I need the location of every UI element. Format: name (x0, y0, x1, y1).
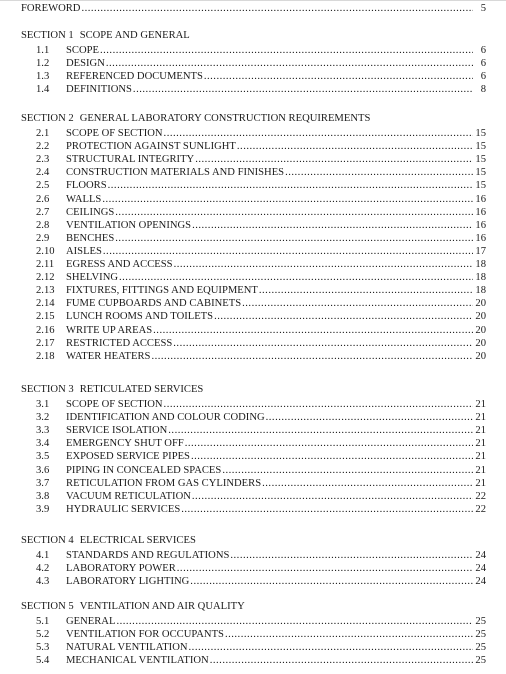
entry-number: 1.1 (36, 45, 50, 56)
toc-entry[interactable] (36, 615, 486, 628)
entry-number: 3.8 (36, 490, 50, 502)
entry-title: VENTILATION FOR OCCUPANTS (66, 629, 224, 641)
entry-title: AISLES (66, 245, 102, 257)
entry-page: 22 (475, 490, 486, 502)
entry-number: 2.3 (36, 154, 50, 166)
entry-title: VACUUM RETICULATION (66, 490, 191, 502)
entry-page: 21 (475, 477, 486, 489)
entry-page: 15 (475, 154, 486, 166)
entry-page: 25 (475, 616, 486, 627)
entry-page: 16 (475, 219, 486, 231)
toc-entry[interactable] (36, 206, 486, 219)
toc-entry[interactable] (36, 437, 486, 450)
leader-dots (177, 562, 473, 575)
leader-dots (230, 549, 473, 562)
entry-title: EGRESS AND ACCESS (66, 259, 173, 270)
entry-number: 5.4 (36, 655, 50, 667)
entry-page: 15 (475, 141, 486, 153)
entry-page: 24 (475, 563, 486, 575)
leader-dots (192, 490, 473, 503)
entry-number: 2.13 (36, 285, 55, 297)
entry-number: 1.4 (36, 84, 50, 96)
entry-page: 20 (475, 324, 486, 336)
leader-dots (103, 245, 473, 258)
section-label: SECTION 5 (21, 601, 74, 612)
entry-page: 20 (475, 350, 486, 362)
entry-page: 20 (475, 298, 486, 310)
entry-title: VENTILATION OPENINGS (66, 219, 192, 231)
entry-page: 6 (480, 58, 486, 70)
toc-entry[interactable] (36, 628, 486, 641)
leader-dots (164, 127, 473, 140)
entry-page: 21 (475, 425, 486, 437)
leader-dots (185, 437, 473, 450)
entry-number: 2.12 (36, 272, 55, 284)
entry-title: FLOORS (66, 180, 107, 192)
toc-entry[interactable] (36, 450, 486, 463)
entry-number: 3.7 (36, 477, 50, 489)
toc-entry[interactable] (36, 464, 486, 477)
leader-dots (190, 575, 473, 588)
entry-page: 20 (475, 311, 486, 323)
leader-dots (153, 324, 473, 337)
leader-dots (151, 350, 473, 363)
leader-dots (225, 628, 473, 641)
leader-dots (195, 153, 473, 166)
leader-dots (192, 219, 473, 232)
entry-title: LABORATORY POWER (66, 563, 176, 575)
entry-page: 17 (475, 245, 486, 257)
toc-entry[interactable] (36, 337, 486, 350)
entry-page: 20 (475, 337, 486, 349)
entry-number: 5.1 (36, 616, 50, 627)
toc-entry[interactable] (36, 258, 486, 271)
leader-dots (115, 232, 473, 245)
entry-page: 21 (475, 399, 486, 410)
toc-entry[interactable] (36, 562, 486, 575)
leader-dots (108, 179, 473, 192)
entry-page: 18 (475, 259, 486, 270)
entry-title: RETICULATION FROM GAS CYLINDERS (66, 477, 262, 489)
leader-dots (106, 57, 473, 70)
entry-page: 21 (475, 438, 486, 450)
entry-title: SCOPE OF SECTION (66, 399, 163, 410)
leader-dots (174, 258, 473, 271)
entry-number: 2.9 (36, 232, 50, 244)
section-label: SECTION 2 (21, 113, 74, 124)
leader-dots (164, 398, 473, 411)
entry-page: 22 (475, 503, 486, 515)
toc-entry[interactable] (36, 179, 486, 192)
entry-number: 2.10 (36, 245, 55, 257)
entry-title: LUNCH ROOMS AND TOILETS (66, 311, 214, 323)
entry-number: 2.5 (36, 180, 50, 192)
entry-number: 3.5 (36, 451, 50, 463)
entry-title: STRUCTURAL INTEGRITY (66, 154, 195, 166)
entry-title: CONSTRUCTION MATERIALS AND FINISHES (66, 167, 285, 179)
toc-entry[interactable] (36, 271, 486, 284)
toc-entry[interactable] (36, 193, 486, 206)
section-name: ELECTRICAL SERVICES (79, 535, 196, 546)
section-label: SECTION 3 (21, 384, 74, 395)
entry-page: 15 (475, 167, 486, 179)
entry-title: WALLS (66, 193, 102, 205)
entry-number: 4.3 (36, 576, 50, 588)
entry-number: 4.2 (36, 563, 50, 575)
entry-page: 6 (480, 45, 486, 56)
toc-entry[interactable] (36, 654, 486, 667)
toc-entry[interactable] (36, 297, 486, 310)
entry-title: MECHANICAL VENTILATION (66, 655, 209, 667)
toc-entry[interactable] (36, 641, 486, 654)
leader-dots (189, 641, 473, 654)
entry-title: FIXTURES, FITTINGS AND EQUIPMENT (66, 285, 258, 297)
entry-number: 2.4 (36, 167, 50, 179)
section-label: SECTION 4 (21, 535, 74, 546)
toc-entry[interactable] (36, 57, 486, 70)
toc-entry-foreword[interactable] (21, 2, 486, 15)
leader-dots (81, 2, 473, 15)
leader-dots (168, 424, 473, 437)
toc-entry[interactable] (36, 166, 486, 179)
entry-page: 16 (475, 232, 486, 244)
entry-title: PROTECTION AGAINST SUNLIGHT (66, 141, 236, 153)
leader-dots (119, 271, 473, 284)
toc-entry[interactable] (36, 575, 486, 588)
section-heading[interactable] (21, 29, 190, 42)
toc-entry[interactable] (36, 310, 486, 323)
entry-number: 3.9 (36, 503, 50, 515)
entry-number: 2.7 (36, 206, 50, 218)
leader-dots (222, 464, 473, 477)
entry-title: CEILINGS (66, 206, 115, 218)
entry-title: STANDARDS AND REGULATIONS (66, 550, 230, 561)
entry-title: RESTRICTED ACCESS (66, 337, 173, 349)
leader-dots (262, 477, 473, 490)
entry-number: 3.4 (36, 438, 50, 450)
entry-title: DESIGN (66, 58, 105, 70)
entry-title: PIPING IN CONCEALED SPACES (66, 464, 222, 476)
leader-dots (181, 503, 473, 516)
entry-title: LABORATORY LIGHTING (66, 576, 190, 588)
section-name: GENERAL LABORATORY CONSTRUCTION REQUIREMENTS (79, 113, 371, 124)
entry-number: 5.3 (36, 642, 50, 654)
leader-dots (214, 310, 473, 323)
entry-page: 6 (480, 71, 486, 83)
entry-page: 25 (475, 629, 486, 641)
entry-number: 2.8 (36, 219, 50, 231)
toc-entry[interactable] (36, 398, 486, 411)
toc-entry[interactable] (36, 127, 486, 140)
entry-number: 3.3 (36, 425, 50, 437)
entry-page: 18 (475, 272, 486, 284)
entry-number: 5.2 (36, 629, 50, 641)
entry-number: 1.2 (36, 58, 50, 70)
entry-number: 2.15 (36, 311, 55, 323)
entry-page: 16 (475, 206, 486, 218)
entry-number: 3.6 (36, 464, 50, 476)
toc-entry[interactable] (36, 424, 486, 437)
section-name: SCOPE AND GENERAL (79, 30, 190, 41)
leader-dots (173, 337, 473, 350)
toc-entry[interactable] (36, 284, 486, 297)
entry-number: 2.18 (36, 350, 55, 362)
toc-entry[interactable] (36, 549, 486, 562)
toc-entry[interactable] (36, 70, 486, 83)
entry-number: 2.1 (36, 128, 50, 139)
entry-title: SERVICE ISOLATION (66, 425, 168, 437)
toc-entry[interactable] (36, 350, 486, 363)
section-heading[interactable] (21, 383, 203, 396)
entry-title: IDENTIFICATION AND COLOUR CODING (66, 412, 265, 424)
foreword-page: 5 (480, 3, 486, 14)
leader-dots (266, 411, 473, 424)
entry-page: 21 (475, 412, 486, 424)
entry-number: 3.2 (36, 412, 50, 424)
entry-title: DEFINITIONS (66, 84, 132, 96)
section-heading[interactable] (21, 112, 370, 125)
entry-title: REFERENCED DOCUMENTS (66, 71, 203, 83)
toc-entry[interactable] (36, 245, 486, 258)
section-heading[interactable] (21, 534, 196, 547)
entry-title: FUME CUPBOARDS AND CABINETS (66, 298, 242, 310)
toc-entry[interactable] (36, 490, 486, 503)
leader-dots (285, 166, 473, 179)
entry-title: WRITE UP AREAS (66, 324, 153, 336)
toc-entry[interactable] (36, 324, 486, 337)
entry-number: 2.17 (36, 337, 55, 349)
entry-page: 18 (475, 285, 486, 297)
entry-page: 24 (475, 576, 486, 588)
section-heading[interactable] (21, 600, 245, 613)
entry-title: GENERAL (66, 616, 116, 627)
toc-entry[interactable] (36, 411, 486, 424)
toc-entry[interactable] (36, 232, 486, 245)
section-name: RETICULATED SERVICES (79, 384, 204, 395)
entry-page: 21 (475, 451, 486, 463)
entry-number: 2.14 (36, 298, 55, 310)
entry-page: 8 (480, 84, 486, 96)
entry-title: EMERGENCY SHUT OFF (66, 438, 184, 450)
leader-dots (100, 44, 473, 57)
entry-number: 4.1 (36, 550, 50, 561)
toc-entry[interactable] (36, 83, 486, 96)
entry-page: 25 (475, 642, 486, 654)
toc-entry[interactable] (36, 153, 486, 166)
leader-dots (237, 140, 473, 153)
entry-title: HYDRAULIC SERVICES (66, 503, 181, 515)
entry-number: 2.16 (36, 324, 55, 336)
entry-title: BENCHES (66, 232, 115, 244)
leader-dots (133, 83, 473, 96)
entry-page: 24 (475, 550, 486, 561)
leader-dots (102, 193, 473, 206)
entry-number: 2.6 (36, 193, 50, 205)
toc-entry[interactable] (36, 140, 486, 153)
toc-entry[interactable] (36, 44, 486, 57)
toc-entry[interactable] (36, 219, 486, 232)
leader-dots (116, 615, 473, 628)
entry-page: 15 (475, 128, 486, 139)
top-rule (0, 0, 506, 1)
entry-title: SCOPE OF SECTION (66, 128, 163, 139)
toc-entry[interactable] (36, 503, 486, 516)
entry-title: EXPOSED SERVICE PIPES (66, 451, 190, 463)
leader-dots (210, 654, 473, 667)
entry-number: 3.1 (36, 399, 50, 410)
entry-page: 16 (475, 193, 486, 205)
entry-title: WATER HEATERS (66, 350, 151, 362)
toc-entry[interactable] (36, 477, 486, 490)
entry-number: 1.3 (36, 71, 50, 83)
leader-dots (115, 206, 473, 219)
leader-dots (191, 450, 473, 463)
entry-title: SCOPE (66, 45, 99, 56)
entry-page: 21 (475, 464, 486, 476)
entry-number: 2.2 (36, 141, 50, 153)
entry-title: NATURAL VENTILATION (66, 642, 188, 654)
entry-title: SHELVING (66, 272, 118, 284)
leader-dots (259, 284, 473, 297)
leader-dots (242, 297, 473, 310)
section-name: VENTILATION AND AIR QUALITY (79, 601, 245, 612)
leader-dots (204, 70, 473, 83)
section-label: SECTION 1 (21, 30, 74, 41)
entry-page: 15 (475, 180, 486, 192)
entry-number: 2.11 (36, 259, 55, 270)
foreword-title: FOREWORD (21, 3, 81, 14)
entry-page: 25 (475, 655, 486, 667)
